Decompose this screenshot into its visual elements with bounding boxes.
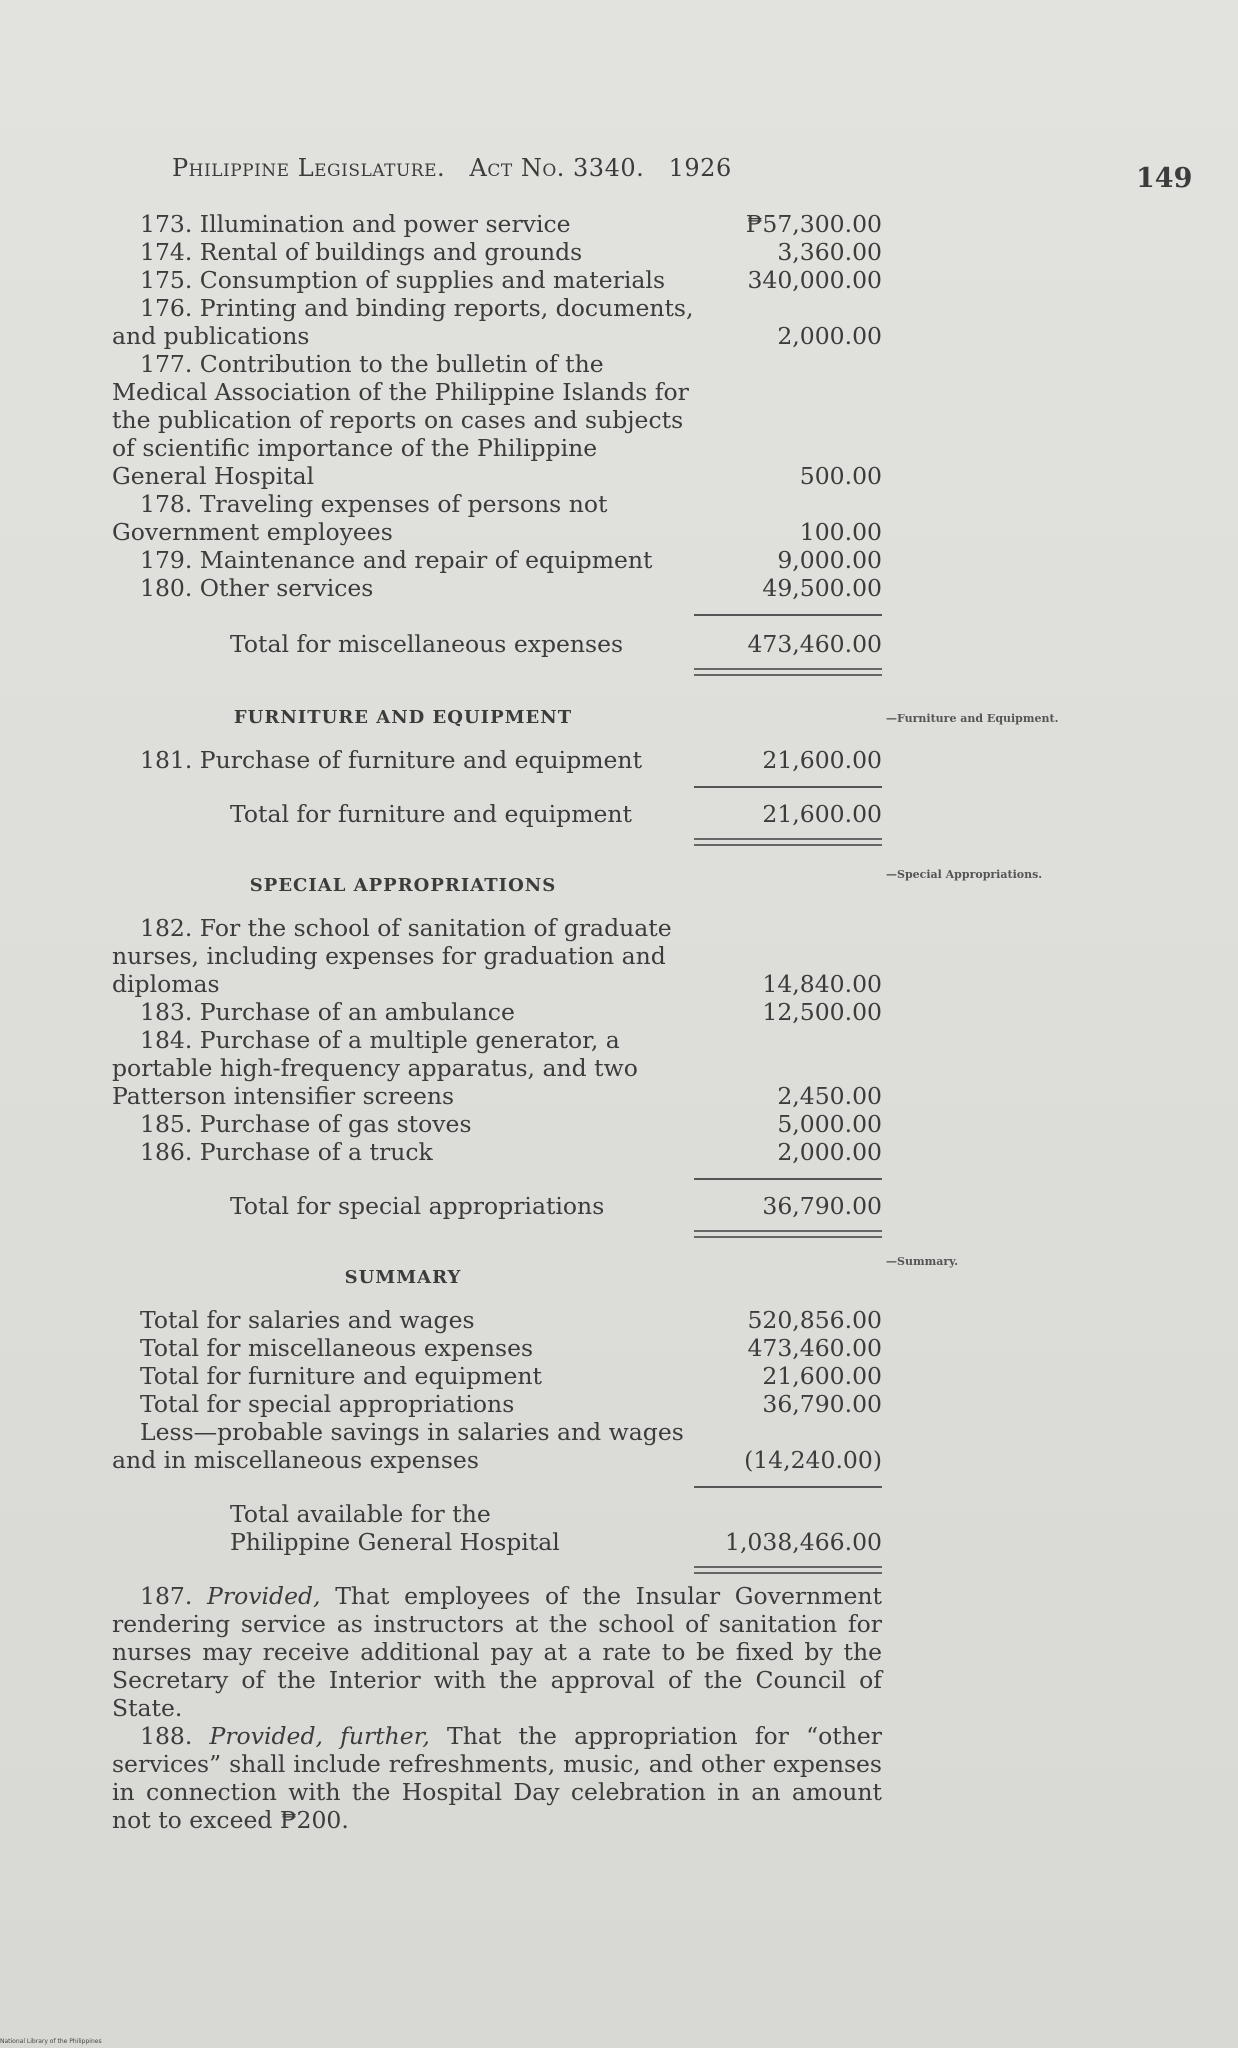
list-item: 185. Purchase of gas stoves 5,000.00 [140, 1110, 882, 1138]
list-item: 186. Purchase of a truck 2,000.00 [140, 1138, 882, 1166]
margin-note-summary: —Summary. [886, 1255, 959, 1268]
list-item: Total for furniture and equipment 21,600.00 [140, 1362, 882, 1390]
list-item: Total for miscellaneous expenses 473,460.00 [140, 1334, 882, 1362]
total-rule [694, 1178, 882, 1180]
total-label: Total available for the Philippine General Hospital [230, 1500, 560, 1556]
section-heading-special: SPECIAL APPROPRIATIONS [249, 875, 557, 896]
list-item: 178. Traveling expenses of persons not Government employees 100.00 [112, 490, 882, 546]
list-item: 181. Purchase of furniture and equipment 21,600.00 [140, 746, 882, 774]
amount: 340,000.00 [747, 266, 882, 294]
total-rule [694, 786, 882, 788]
footer-credit: National Library of the Philippines [0, 2038, 102, 2045]
amount: 473,460.00 [747, 1334, 882, 1362]
double-rule [694, 1230, 882, 1238]
total-label: Total for miscellaneous expenses [230, 630, 624, 658]
list-item: Total for special appropriations 36,790.00 [140, 1390, 882, 1418]
margin-note-furniture: —Furniture and Equipment. [886, 712, 1059, 725]
total-amount: 21,600.00 [762, 800, 882, 828]
amount: 100.00 [799, 518, 882, 546]
amount: (14,240.00) [744, 1446, 882, 1474]
proviso-187: 187. Provided, That employees of the Insular Government rendering service as instructors at the school of sanitation for nurses may receive additional pay at a rate to be fixed by the Secretary of the Interior with the approval of the Council of State. [112, 1582, 882, 1722]
total-label: Total for special appropriations [230, 1192, 605, 1220]
amount: ₱57,300.00 [745, 210, 882, 238]
list-item: 176. Printing and binding reports, documents, and publications 2,000.00 [112, 294, 882, 350]
header-title: Philippine Legislature. [172, 154, 446, 182]
misc-total [112, 630, 882, 658]
amount: 5,000.00 [777, 1110, 882, 1138]
double-rule [694, 1566, 882, 1574]
amount: 9,000.00 [777, 546, 882, 574]
list-item: 175. Consumption of supplies and materials 340,000.00 [140, 266, 882, 294]
list-item: 179. Maintenance and repair of equipment 9,000.00 [140, 546, 882, 574]
amount: 21,600.00 [762, 746, 882, 774]
total-label: Total for furniture and equipment [230, 800, 632, 828]
page-number: 149 [1136, 163, 1193, 194]
amount: 2,000.00 [777, 1138, 882, 1166]
total-rule [694, 614, 882, 616]
margin-note-special: —Special Appropriations. [886, 868, 1043, 881]
double-rule [694, 668, 882, 676]
section-heading-furniture: FURNITURE AND EQUIPMENT [233, 707, 573, 728]
list-item: 180. Other services 49,500.00 [140, 574, 882, 602]
amount: 3,360.00 [777, 238, 882, 266]
proviso-188: 188. Provided, further, That the appropriation for “other services” shall include refreshments, music, and other expenses in connection with the Hospital Day celebration in an amount not to exceed ₱200. [112, 1722, 882, 1834]
amount: 2,450.00 [777, 1082, 882, 1110]
special-total [112, 1192, 882, 1220]
amount: 36,790.00 [762, 1390, 882, 1418]
total-amount: 1,038,466.00 [725, 1528, 882, 1556]
section-heading-summary: SUMMARY [344, 1267, 462, 1288]
list-item: 174. Rental of buildings and grounds 3,360.00 [140, 238, 882, 266]
furniture-total [112, 800, 882, 828]
list-item: 173. Illumination and power service ₱57,300.00 [140, 210, 882, 238]
total-amount: 36,790.00 [762, 1192, 882, 1220]
amount: 14,840.00 [762, 970, 882, 998]
total-amount: 473,460.00 [747, 630, 882, 658]
header-year: 1926 [668, 154, 732, 182]
list-item: Less—probable savings in salaries and wages and in miscellaneous expenses (14,240.00) [112, 1418, 882, 1474]
amount: 12,500.00 [762, 998, 882, 1026]
running-header [172, 154, 732, 182]
list-item: 183. Purchase of an ambulance 12,500.00 [140, 998, 882, 1026]
summary-total [112, 1500, 882, 1556]
amount: 500.00 [799, 462, 882, 490]
list-item: Total for salaries and wages 520,856.00 [140, 1306, 882, 1334]
total-rule [694, 1486, 882, 1488]
amount: 520,856.00 [747, 1306, 882, 1334]
header-act: Act No. 3340. [469, 154, 645, 182]
amount: 2,000.00 [777, 322, 882, 350]
amount: 21,600.00 [762, 1362, 882, 1390]
misc-expenses-list [112, 210, 882, 1570]
list-item: 182. For the school of sanitation of graduate nurses, including expenses for graduation and diplomas 14,840.00 [112, 914, 882, 998]
double-rule [694, 838, 882, 846]
list-item: 177. Contribution to the bulletin of the Medical Association of the Philippine Islands for the publication of reports on cases and subjects of scientific importance of the Philippine General Hospital 500.00 [112, 350, 882, 490]
list-item: 184. Purchase of a multiple generator, a portable high-frequency apparatus, and two Patterson intensifier screens 2,450.00 [112, 1026, 882, 1110]
amount: 49,500.00 [762, 574, 882, 602]
